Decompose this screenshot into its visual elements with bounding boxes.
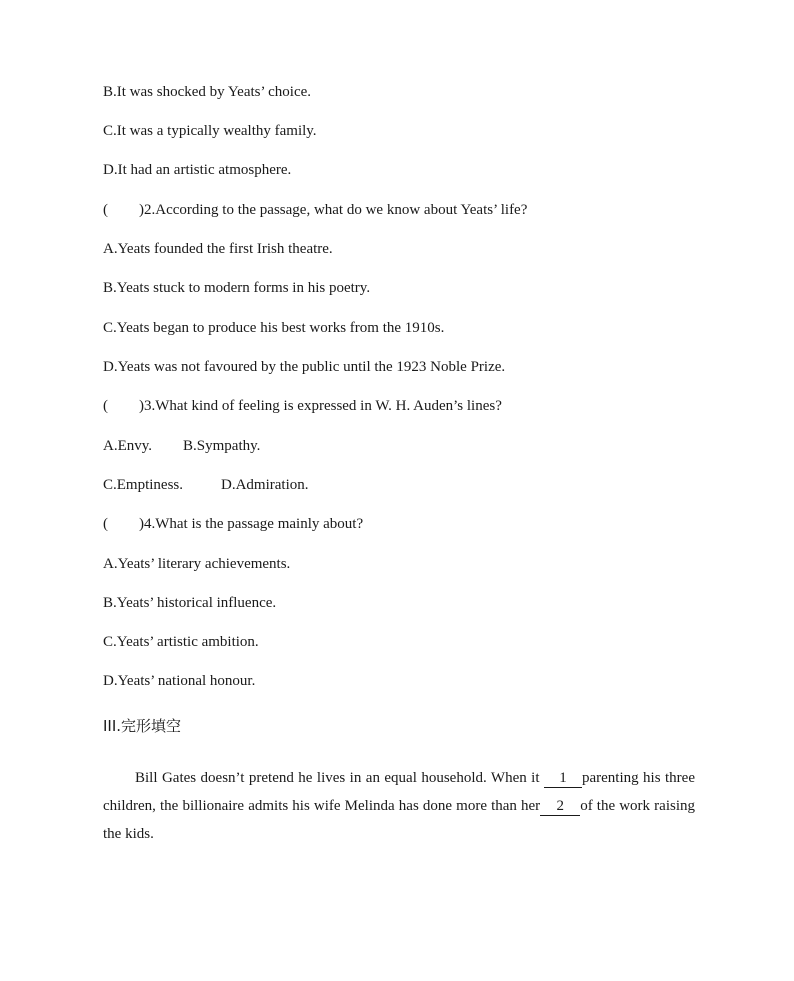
q3-option-d: D.Admiration. [221, 477, 309, 493]
q3-stem: )3.What kind of feeling is expressed in W. H. Auden’s lines? [139, 398, 502, 414]
q1-option-d: D.It had an artistic atmosphere. [103, 162, 292, 178]
q3-option-a: A.Envy. [103, 438, 153, 454]
q3-options-ab [103, 436, 260, 456]
q4-option-a: A.Yeats’ literary achievements. [103, 556, 291, 572]
q3-option-b: B.Sympathy. [183, 438, 261, 454]
passage-text-1: Bill Gates doesn’t pretend he lives in an equal household. When it [135, 770, 544, 786]
q4-option-b: B.Yeats’ historical influence. [103, 595, 277, 611]
q1-option-c: C.It was a typically wealthy family. [103, 123, 317, 139]
q2-option-d: D.Yeats was not favoured by the public until the 1923 Noble Prize. [103, 359, 506, 375]
q3-answer-paren: ( [103, 398, 108, 414]
cloze-passage [103, 764, 695, 848]
q4-answer-paren: ( [103, 516, 108, 532]
q2-answer-paren: ( [103, 202, 108, 218]
cloze-blank-2: 2 [540, 798, 580, 816]
q2-option-a: A.Yeats founded the first Irish theatre. [103, 241, 333, 257]
q4-option-c: C.Yeats’ artistic ambition. [103, 634, 259, 650]
q2-option-c: C.Yeats began to produce his best works from the 1910s. [103, 320, 445, 336]
q4-option-d: D.Yeats’ national honour. [103, 673, 256, 689]
passage-text-2: parenting his three children, the billionaire admits his wife Melinda has done more than her [103, 770, 695, 814]
section-heading: III.完形填空 [103, 717, 182, 735]
q2-option-b: B.Yeats stuck to modern forms in his poetry. [103, 280, 371, 296]
q4-stem: )4.What is the passage mainly about? [139, 516, 364, 532]
passage-text-3: of the work raising the kids. [103, 798, 695, 842]
cloze-blank-1: 1 [544, 770, 582, 788]
q3-stem-line [103, 396, 502, 416]
q1-option-b: B.It was shocked by Yeats’ choice. [103, 84, 312, 100]
q3-option-c: C.Emptiness. [103, 477, 184, 493]
q2-stem-line [103, 200, 527, 220]
q2-stem: )2.According to the passage, what do we know about Yeats’ life? [139, 202, 528, 218]
q3-options-cd [103, 475, 309, 495]
q4-stem-line [103, 514, 363, 534]
